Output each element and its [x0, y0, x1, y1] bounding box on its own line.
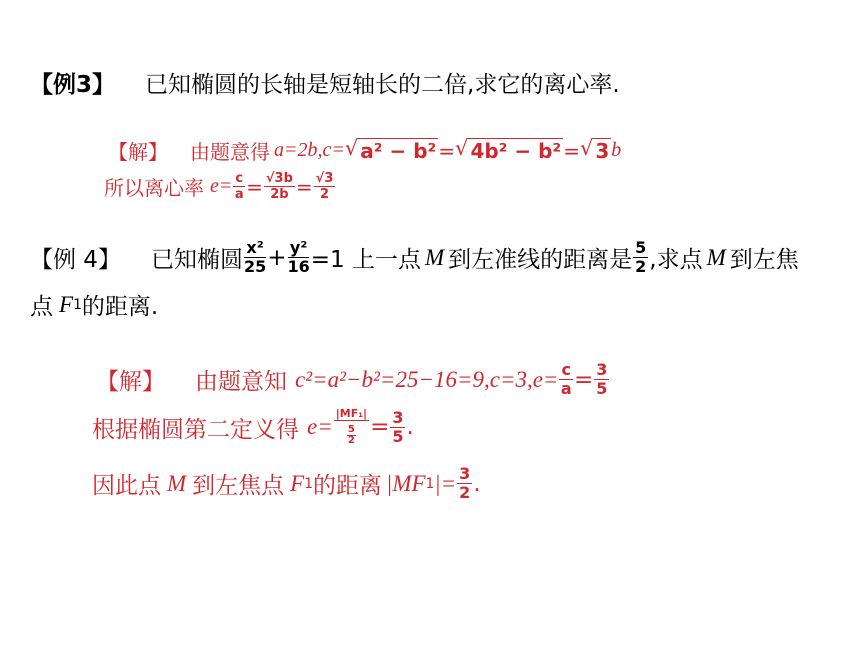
solution-3-ecc-prefix: 所以离心率 [104, 176, 204, 200]
focus-f-2: F [290, 470, 305, 496]
example-4-text-5: 到左焦 [729, 247, 799, 273]
fraction-mf1-over-5-2: $\frac{\text{|MF₁|}}{\frac{5}{2}}$ [335, 407, 368, 446]
abs-close: |= [434, 470, 457, 496]
solution-4-line-2 [92, 408, 414, 446]
fraction-3-over-5-b: $\frac{3}{5}$ [392, 407, 404, 446]
point-m: M [424, 244, 445, 270]
fraction-y2-over-16: $\frac{\text{y²}}{16}$ [287, 238, 310, 276]
example-4-line-1 [30, 240, 799, 275]
sqrt-a2-b2: √ a² − b² [344, 136, 437, 163]
focus-subscript-2: 1 [304, 475, 314, 492]
example-4-text-4: ,求点 [649, 247, 703, 273]
fraction-c-over-a-2: $\frac{c}{a}$ [560, 360, 572, 398]
fraction-3-over-5: $\frac{3}{5}$ [596, 360, 608, 398]
solution-4-line-1 [96, 362, 610, 397]
sqrt-4b2-b2: √ 4b² − b² [455, 136, 562, 163]
equals: = [573, 366, 594, 393]
e-equals: e= [210, 175, 233, 197]
fraction-sqrt3-over-2: $\frac{√3}{2}$ [315, 171, 334, 202]
plus-sign: + [267, 244, 287, 271]
example-3-text: 已知椭圆的长轴是短轴长的二倍,求它的离心率. [145, 72, 620, 98]
e-equals-2: e= [307, 414, 333, 439]
solution-4-conclusion-mid: 到左焦点 [192, 473, 285, 499]
period: . [406, 414, 414, 440]
fraction-c-over-a: $\frac{c}{a}$ [234, 171, 244, 202]
solution-4-conclusion-tail: 的距离 [313, 473, 383, 499]
example-4-text-6: 点 [30, 294, 53, 320]
example-3-label: 【例3】 [30, 72, 116, 98]
point-m-3: M [167, 470, 187, 496]
fraction-5-over-2: $\frac{5}{2}$ [635, 238, 647, 276]
focus-subscript: 1 [73, 296, 82, 313]
solution-3-b: b [611, 139, 622, 161]
example-4-text-2: =1 上一点 [310, 247, 421, 273]
solution-4-second-def: 根据椭圆第二定义得 [92, 416, 299, 443]
example-4-text-7: 的距离. [81, 294, 159, 320]
solution-4-conclusion-prefix: 因此点 [92, 473, 161, 499]
point-m-2: M [706, 244, 726, 270]
example-4-line-2 [30, 288, 158, 321]
focus-f: F [59, 291, 74, 317]
fraction-x2-over-25: $\frac{\text{x²}}{25}$ [243, 238, 267, 276]
solution-3-label: 【解】 [108, 140, 168, 164]
example-4-label: 【例 4】 [30, 247, 121, 273]
example-4-text-3: 到左准线的距离是 [448, 247, 633, 273]
period-2: . [473, 470, 481, 497]
equals-2: = [370, 414, 390, 440]
solution-3-line-1: 【解】 由题意得 a=2b,c= √ a² − b² = √ 4b² − b² = √ 3 b [108, 136, 622, 164]
example-4-text-1: 已知椭圆 [150, 247, 243, 273]
solution-4-line-3 [92, 466, 481, 501]
solution-4-eq: c²=a²−b²=25−16=9,c=3,e= [295, 366, 559, 392]
example-3-heading [30, 66, 620, 99]
abs-subscript: 1 [425, 475, 435, 492]
sqrt-3: √ 3 [579, 136, 610, 163]
fraction-3-over-2: $\frac{3}{2}$ [459, 464, 471, 502]
solution-4-label: 【解】 [96, 369, 165, 395]
solution-3-line-2: 所以离心率 e= $\frac{c}{a}$ = $\frac{√3b}{2b}$ = $\frac{√3}{2}$ [104, 171, 334, 202]
fraction-sqrt3b-over-2b: $\frac{√3b}{2b}$ [265, 171, 293, 202]
solution-3-eq: a=2b,c= [274, 139, 345, 161]
solution-4-prefix: 由题意知 [195, 369, 287, 395]
abs-mf: |MF [386, 470, 426, 496]
solution-3-prefix: 由题意得 [190, 140, 270, 164]
